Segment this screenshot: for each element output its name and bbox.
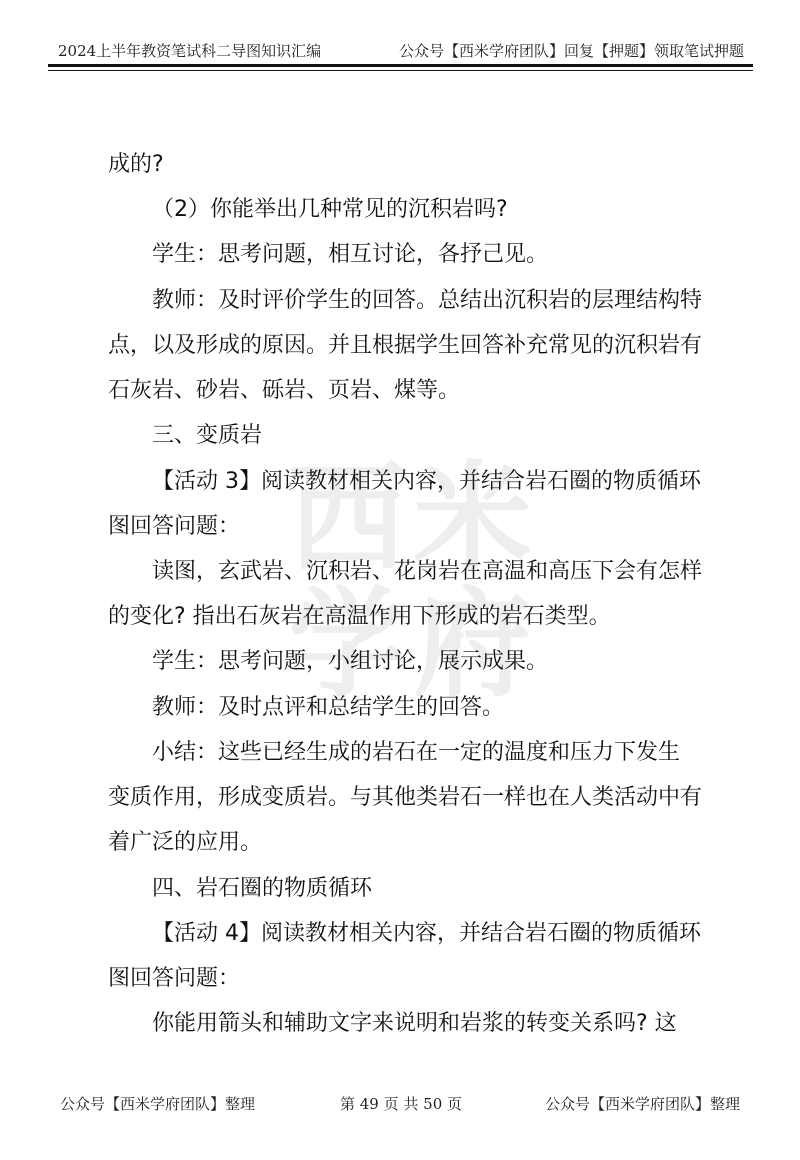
text-line: 学生：思考问题，相互讨论，各抒己见。 bbox=[152, 242, 549, 267]
text-line: 变质作用，形成变质岩。与其他类岩石一样也在人类活动中有 bbox=[108, 785, 703, 810]
text-line: （2）你能举出几种常见的沉积岩吗? bbox=[152, 197, 508, 222]
watermark-char: 米 bbox=[413, 449, 532, 587]
text-line: 教师：及时点评和总结学生的回答。 bbox=[152, 695, 505, 720]
text-line: 图回答问题： bbox=[108, 514, 241, 539]
header-left-text: 2024上半年教资笔试科二导图知识汇编 bbox=[58, 42, 322, 60]
text-line: 【活动 4】阅读教材相关内容，并结合岩石圈的物质循环 bbox=[152, 921, 701, 946]
text-line: 图回答问题： bbox=[108, 966, 241, 991]
text-line: 教师：及时评价学生的回答。总结出沉积岩的层理结构特 bbox=[152, 288, 703, 313]
footer-left-text: 公众号【西米学府团队】整理 bbox=[60, 1095, 256, 1113]
watermark-char: 学 bbox=[288, 575, 407, 713]
text-line: 读图，玄武岩、沉积岩、花岗岩在高温和高压下会有怎样 bbox=[152, 559, 703, 584]
text-line: 着广泛的应用。 bbox=[108, 830, 263, 855]
header-rule-thick bbox=[48, 64, 753, 67]
page-number: 第 49 页 共 50 页 bbox=[340, 1095, 463, 1113]
text-line: 的变化? 指出石灰岩在高温作用下形成的岩石类型。 bbox=[108, 604, 611, 629]
header-rule-thin bbox=[48, 70, 753, 71]
text-line: 点，以及形成的原因。并且根据学生回答补充常见的沉积岩有 bbox=[108, 333, 703, 358]
text-line: 你能用箭头和辅助文字来说明和岩浆的转变关系吗? 这 bbox=[152, 1011, 677, 1036]
watermark-char: 府 bbox=[413, 575, 532, 713]
text-line: 学生：思考问题，小组讨论，展示成果。 bbox=[152, 649, 549, 674]
footer-right-text: 公众号【西米学府团队】整理 bbox=[544, 1095, 740, 1113]
text-line: 石灰岩、砂岩、砾岩、页岩、煤等。 bbox=[108, 378, 461, 403]
text-line: 【活动 3】阅读教材相关内容，并结合岩石圈的物质循环 bbox=[152, 469, 701, 494]
text-line: 小结：这些已经生成的岩石在一定的温度和压力下发生 bbox=[152, 740, 681, 765]
section-heading: 四、岩石圈的物质循环 bbox=[152, 876, 373, 901]
section-heading: 三、变质岩 bbox=[152, 423, 263, 448]
header-right-text: 公众号【西米学府团队】回复【押题】领取笔试押题 bbox=[398, 42, 744, 60]
watermark-char: 西 bbox=[288, 449, 407, 587]
text-line: 成的? bbox=[108, 152, 164, 177]
